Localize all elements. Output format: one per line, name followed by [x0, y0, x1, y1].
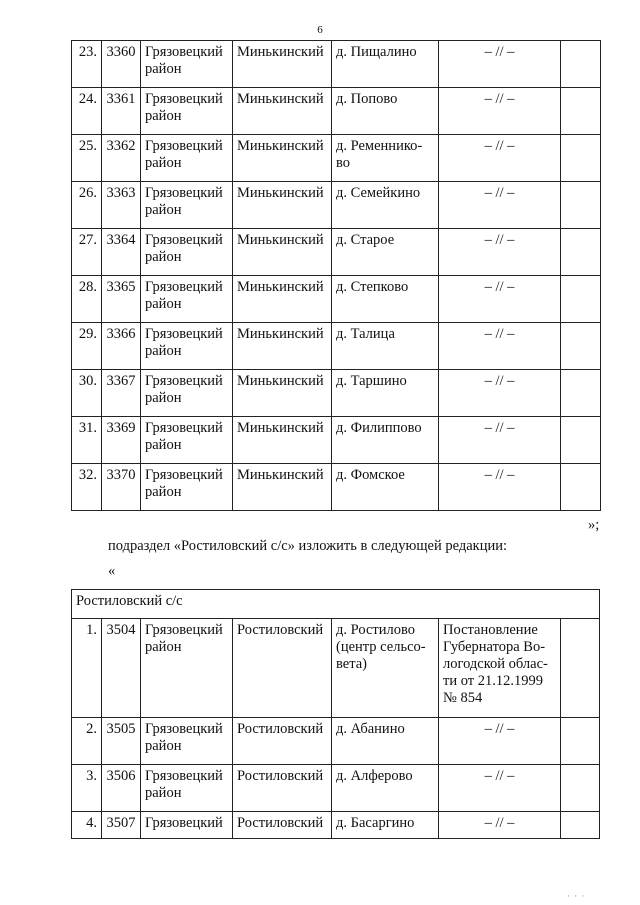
basis-ditto: – // –	[439, 229, 561, 276]
settlement-name: д. Пищалино	[332, 41, 439, 88]
table-row	[72, 88, 601, 135]
row-number: 28.	[72, 276, 102, 323]
basis-ditto: – // –	[439, 135, 561, 182]
basis-ditto: – // –	[439, 765, 561, 812]
district-name: Грязовецкий район	[141, 370, 233, 417]
basis-ditto: – // –	[439, 323, 561, 370]
empty-cell	[561, 464, 601, 511]
empty-cell	[561, 182, 601, 229]
settlement-name: д. Абанино	[332, 718, 439, 765]
basis-document: Постановление Губернатора Во-логодской облас-ти от 21.12.1999 № 854	[439, 619, 561, 718]
table-row	[72, 276, 601, 323]
settlement-code: 3364	[102, 229, 141, 276]
district-name: Грязовецкий	[141, 812, 233, 839]
table-row	[72, 417, 601, 464]
basis-ditto: – // –	[439, 182, 561, 229]
opening-quote: «	[108, 563, 116, 579]
district-name: Грязовецкий район	[141, 765, 233, 812]
basis-ditto: – // –	[439, 464, 561, 511]
settlement-name: д. Алферово	[332, 765, 439, 812]
settlements-table-rostilovsky	[71, 589, 600, 839]
settlement-name: д. Талица	[332, 323, 439, 370]
basis-ditto: – // –	[439, 276, 561, 323]
empty-cell	[561, 812, 600, 839]
settlement-name: д. Таршино	[332, 370, 439, 417]
table-row	[72, 182, 601, 229]
council-name: Ростиловский	[233, 619, 332, 718]
council-name: Ростиловский	[233, 718, 332, 765]
settlement-code: 3366	[102, 323, 141, 370]
row-number: 4.	[72, 812, 102, 839]
table-row	[72, 323, 601, 370]
district-name: Грязовецкий район	[141, 135, 233, 182]
council-name: Ростиловский	[233, 765, 332, 812]
district-name: Грязовецкий район	[141, 417, 233, 464]
district-name: Грязовецкий район	[141, 276, 233, 323]
settlement-code: 3360	[102, 41, 141, 88]
row-number: 3.	[72, 765, 102, 812]
council-name: Минькинский	[233, 276, 332, 323]
district-name: Грязовецкий район	[141, 229, 233, 276]
row-number: 25.	[72, 135, 102, 182]
settlement-name: д. Степково	[332, 276, 439, 323]
district-name: Грязовецкий район	[141, 323, 233, 370]
settlement-name: д. Семейкино	[332, 182, 439, 229]
basis-ditto: – // –	[439, 41, 561, 88]
row-number: 23.	[72, 41, 102, 88]
table-row	[72, 765, 600, 812]
settlements-table-minkinsky	[71, 40, 601, 511]
row-number: 27.	[72, 229, 102, 276]
empty-cell	[561, 229, 601, 276]
settlement-code: 3367	[102, 370, 141, 417]
table-row	[72, 41, 601, 88]
basis-ditto: – // –	[439, 417, 561, 464]
table-row	[72, 812, 600, 839]
district-name: Грязовецкий район	[141, 619, 233, 718]
council-name: Минькинский	[233, 229, 332, 276]
settlement-name: д. Филиппово	[332, 417, 439, 464]
empty-cell	[561, 135, 601, 182]
empty-cell	[561, 718, 600, 765]
council-name: Минькинский	[233, 464, 332, 511]
district-name: Грязовецкий район	[141, 718, 233, 765]
district-name: Грязовецкий район	[141, 41, 233, 88]
settlement-code: 3363	[102, 182, 141, 229]
council-name: Ростиловский	[233, 812, 332, 839]
section-title: Ростиловский с/с	[72, 590, 600, 619]
table-row	[72, 135, 601, 182]
council-name: Минькинский	[233, 370, 332, 417]
basis-ditto: – // –	[439, 370, 561, 417]
row-number: 1.	[72, 619, 102, 718]
settlement-name: д. Басаргино	[332, 812, 439, 839]
instruction-text: подраздел «Ростиловский с/с» изложить в следующей редакции:	[108, 538, 507, 554]
empty-cell	[561, 323, 601, 370]
settlement-code: 3506	[102, 765, 141, 812]
row-number: 30.	[72, 370, 102, 417]
row-number: 32.	[72, 464, 102, 511]
settlement-code: 3505	[102, 718, 141, 765]
settlement-name: д. Старое	[332, 229, 439, 276]
settlement-code: 3361	[102, 88, 141, 135]
empty-cell	[561, 765, 600, 812]
empty-cell	[561, 619, 600, 718]
basis-ditto: – // –	[439, 718, 561, 765]
table-row	[72, 619, 600, 718]
settlement-name: д. Ростилово (центр сельсо-вета)	[332, 619, 439, 718]
settlement-code: 3362	[102, 135, 141, 182]
table-row	[72, 370, 601, 417]
table-row	[72, 229, 601, 276]
row-number: 31.	[72, 417, 102, 464]
row-number: 24.	[72, 88, 102, 135]
council-name: Минькинский	[233, 417, 332, 464]
district-name: Грязовецкий район	[141, 88, 233, 135]
basis-ditto: – // –	[439, 88, 561, 135]
district-name: Грязовецкий район	[141, 464, 233, 511]
closing-quote: »;	[588, 517, 600, 533]
settlement-code: 3370	[102, 464, 141, 511]
council-name: Минькинский	[233, 88, 332, 135]
page-number: 6	[317, 24, 323, 36]
council-name: Минькинский	[233, 182, 332, 229]
table-row	[72, 718, 600, 765]
row-number: 29.	[72, 323, 102, 370]
empty-cell	[561, 41, 601, 88]
settlement-name: д. Попово	[332, 88, 439, 135]
settlement-code: 3365	[102, 276, 141, 323]
settlement-name: д. Фомское	[332, 464, 439, 511]
basis-ditto: – // –	[439, 812, 561, 839]
council-name: Минькинский	[233, 135, 332, 182]
district-name: Грязовецкий район	[141, 182, 233, 229]
council-name: Минькинский	[233, 323, 332, 370]
empty-cell	[561, 88, 601, 135]
table-row	[72, 464, 601, 511]
settlement-name: д. Ременнико-во	[332, 135, 439, 182]
empty-cell	[561, 417, 601, 464]
settlement-code: 3507	[102, 812, 141, 839]
council-name: Минькинский	[233, 41, 332, 88]
row-number: 2.	[72, 718, 102, 765]
settlement-code: 3504	[102, 619, 141, 718]
corner-mark: · · ·	[567, 891, 586, 901]
row-number: 26.	[72, 182, 102, 229]
settlement-code: 3369	[102, 417, 141, 464]
empty-cell	[561, 370, 601, 417]
empty-cell	[561, 276, 601, 323]
